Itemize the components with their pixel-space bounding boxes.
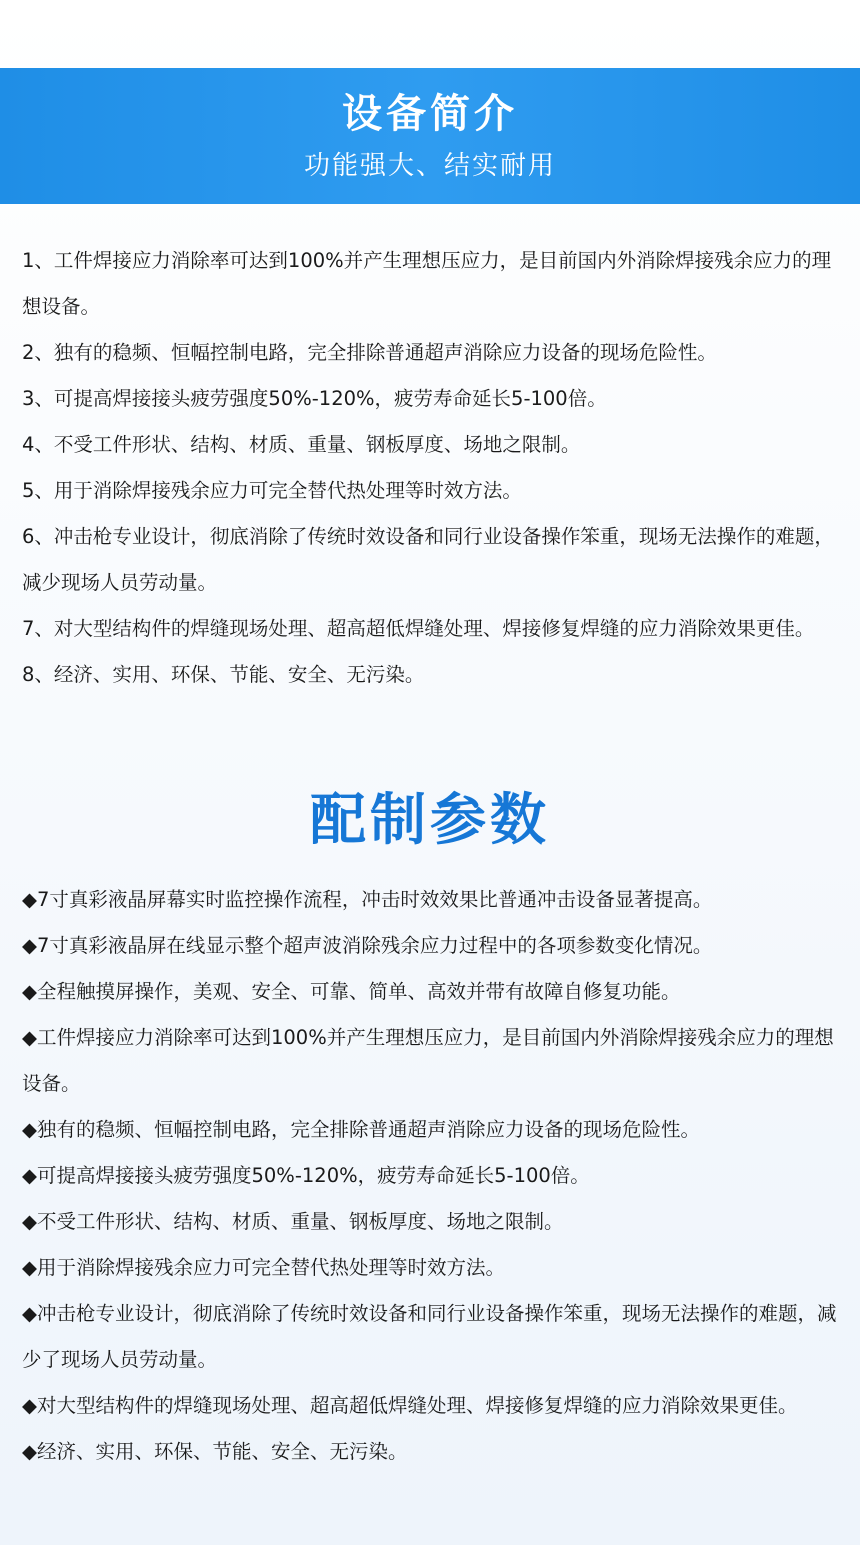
params-item-8: ◆用于消除焊接残余应力可完全替代热处理等时效方法。 xyxy=(22,1256,505,1279)
intro-title: 设备简介 xyxy=(342,91,518,137)
params-item-4: ◆工件焊接应力消除率可达到100%并产生理想压应力，是目前国内外消除焊接残余应力的理想设备。 xyxy=(22,1026,834,1095)
params-item-10: ◆对大型结构件的焊缝现场处理、超高超低焊缝处理、焊接修复焊缝的应力消除效果更佳。 xyxy=(22,1394,798,1417)
params-title: 配制参数 xyxy=(310,788,550,853)
params-item-9: ◆冲击枪专业设计，彻底消除了传统时效设备和同行业设备操作笨重，现场无法操作的难题，减少了现场人员劳动量。 xyxy=(22,1302,837,1371)
intro-item-1: 1、工件焊接应力消除率可达到100%并产生理想压应力，是目前国内外消除焊接残余应力的理想设备。 xyxy=(22,249,832,318)
intro-item-4: 4、不受工件形状、结构、材质、重量、钢板厚度、场地之限制。 xyxy=(22,433,581,456)
params-item-1: ◆7寸真彩液晶屏幕实时监控操作流程，冲击时效效果比普通冲击设备显著提高。 xyxy=(22,888,713,911)
intro-item-3: 3、可提高焊接接头疲劳强度50%-120%，疲劳寿命延长5-100倍。 xyxy=(22,387,607,410)
params-item-5: ◆独有的稳频、恒幅控制电路，完全排除普通超声消除应力设备的现场危险性。 xyxy=(22,1118,700,1141)
intro-list xyxy=(22,238,842,698)
params-item-6: ◆可提高焊接接头疲劳强度50%-120%，疲劳寿命延长5-100倍。 xyxy=(22,1164,590,1187)
intro-item-6: 6、冲击枪专业设计，彻底消除了传统时效设备和同行业设备操作笨重，现场无法操作的难题，减少现场人员劳动量。 xyxy=(22,525,834,594)
intro-item-2: 2、独有的稳频、恒幅控制电路，完全排除普通超声消除应力设备的现场危险性。 xyxy=(22,341,717,364)
params-item-2: ◆7寸真彩液晶屏在线显示整个超声波消除残余应力过程中的各项参数变化情况。 xyxy=(22,934,713,957)
intro-item-5: 5、用于消除焊接残余应力可完全替代热处理等时效方法。 xyxy=(22,479,522,502)
params-list xyxy=(22,877,842,1475)
params-item-3: ◆全程触摸屏操作，美观、安全、可靠、简单、高效并带有故障自修复功能。 xyxy=(22,980,681,1003)
intro-item-7: 7、对大型结构件的焊缝现场处理、超高超低焊缝处理、焊接修复焊缝的应力消除效果更佳。 xyxy=(22,617,815,640)
params-item-7: ◆不受工件形状、结构、材质、重量、钢板厚度、场地之限制。 xyxy=(22,1210,564,1233)
intro-subtitle: 功能强大、结实耐用 xyxy=(303,151,556,181)
intro-item-8: 8、经济、实用、环保、节能、安全、无污染。 xyxy=(22,663,425,686)
intro-header-banner xyxy=(0,68,860,204)
params-item-11: ◆经济、实用、环保、节能、安全、无污染。 xyxy=(22,1440,408,1463)
